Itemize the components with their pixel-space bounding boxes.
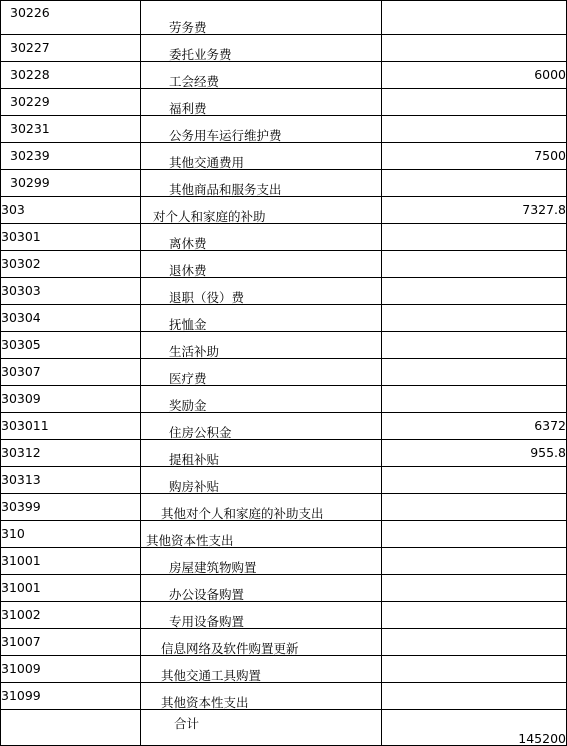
item-name: 退休费 [141,251,382,278]
item-name: 房屋建筑物购置 [141,548,382,575]
table-row [1,548,567,575]
item-name: 工会经费 [141,62,382,89]
item-code: 31001 [1,575,141,602]
item-name: 其他资本性支出 [141,683,382,710]
table-row [1,62,567,89]
item-amount [382,467,567,494]
total-amount: 145200 [382,710,567,746]
table-row [1,440,567,467]
item-amount [382,332,567,359]
item-amount [382,35,567,62]
table-row [1,224,567,251]
table-row [1,89,567,116]
table-row [1,1,567,35]
item-code: 30302 [1,251,141,278]
item-code: 30301 [1,224,141,251]
item-code: 30399 [1,494,141,521]
table-row [1,521,567,548]
item-amount [382,386,567,413]
item-name: 公务用车运行维护费 [141,116,382,143]
item-code: 31001 [1,548,141,575]
table-row [1,602,567,629]
table-row [1,305,567,332]
table-row [1,494,567,521]
table-row [1,35,567,62]
item-code: 30309 [1,386,141,413]
table-row [1,683,567,710]
item-name: 离休费 [141,224,382,251]
item-name: 信息网络及软件购置更新 [141,629,382,656]
item-name: 委托业务费 [141,35,382,62]
total-row [1,710,567,746]
total-code-cell [1,710,141,746]
item-name: 其他交通工具购置 [141,656,382,683]
item-amount: 6000 [382,62,567,89]
item-name: 抚恤金 [141,305,382,332]
table-row [1,386,567,413]
item-code: 31002 [1,602,141,629]
item-name: 医疗费 [141,359,382,386]
item-amount [382,89,567,116]
item-code: 30303 [1,278,141,305]
table-row [1,656,567,683]
table-row [1,332,567,359]
item-amount [382,494,567,521]
item-name: 购房补贴 [141,467,382,494]
item-name: 对个人和家庭的补助 [141,197,382,224]
item-code: 30229 [1,89,141,116]
item-name: 退职（役）费 [141,278,382,305]
item-name: 其他对个人和家庭的补助支出 [141,494,382,521]
item-code: 30226 [1,1,141,35]
item-code: 303 [1,197,141,224]
item-code: 31007 [1,629,141,656]
item-name: 其他交通费用 [141,143,382,170]
item-amount: 6372 [382,413,567,440]
item-amount [382,278,567,305]
table-row [1,143,567,170]
item-name: 办公设备购置 [141,575,382,602]
item-name: 住房公积金 [141,413,382,440]
item-amount [382,656,567,683]
item-amount [382,251,567,278]
total-label: 合计 [141,710,382,746]
table-row [1,575,567,602]
item-amount [382,521,567,548]
item-amount [382,602,567,629]
item-code: 30228 [1,62,141,89]
item-code: 30227 [1,35,141,62]
item-name: 其他商品和服务支出 [141,170,382,197]
item-amount [382,116,567,143]
item-code: 30305 [1,332,141,359]
item-amount [382,1,567,35]
item-name: 提租补贴 [141,440,382,467]
item-amount [382,548,567,575]
item-amount: 7500 [382,143,567,170]
item-code: 31009 [1,656,141,683]
table-row [1,413,567,440]
item-code: 303011 [1,413,141,440]
item-amount [382,305,567,332]
item-amount [382,629,567,656]
item-amount [382,683,567,710]
table-row [1,251,567,278]
item-amount: 955.8 [382,440,567,467]
item-name: 其他资本性支出 [141,521,382,548]
item-amount [382,359,567,386]
table-row [1,170,567,197]
table-row [1,278,567,305]
item-code: 30313 [1,467,141,494]
table-row [1,116,567,143]
item-amount [382,575,567,602]
item-code: 30307 [1,359,141,386]
item-code: 30312 [1,440,141,467]
item-code: 30304 [1,305,141,332]
table-row [1,629,567,656]
item-amount: 7327.8 [382,197,567,224]
item-code: 30299 [1,170,141,197]
item-amount [382,224,567,251]
item-name: 福利费 [141,89,382,116]
item-code: 30239 [1,143,141,170]
table-row [1,359,567,386]
item-name: 劳务费 [141,1,382,35]
table-row [1,467,567,494]
item-amount [382,170,567,197]
item-name: 奖励金 [141,386,382,413]
item-code: 31099 [1,683,141,710]
item-name: 专用设备购置 [141,602,382,629]
item-name: 生活补助 [141,332,382,359]
item-code: 310 [1,521,141,548]
item-code: 30231 [1,116,141,143]
table-row [1,197,567,224]
